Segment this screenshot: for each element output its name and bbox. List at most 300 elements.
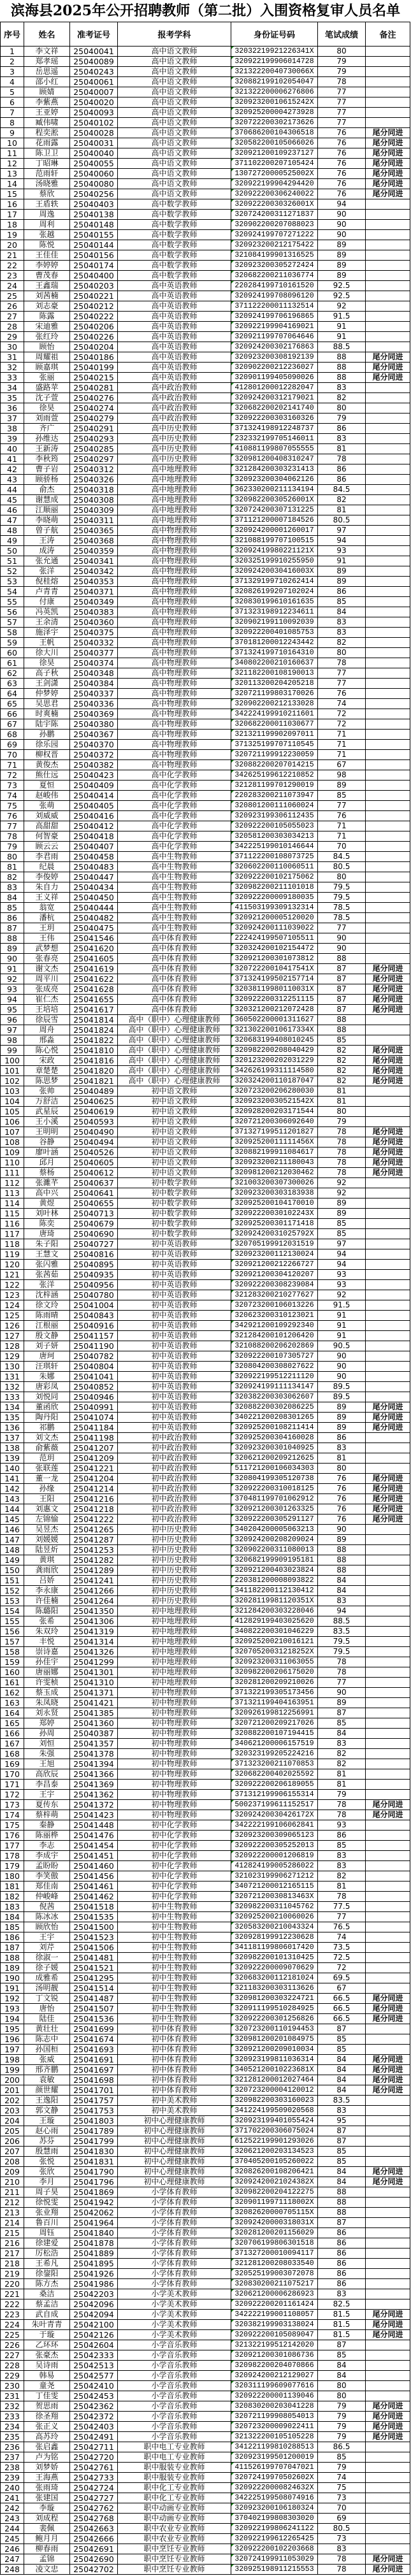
cell-subject: 高中生物教师 <box>118 893 231 903</box>
cell-index: 209 <box>1 2167 24 2177</box>
cell-score: 76 <box>318 689 366 699</box>
cell-index: 84 <box>1 893 24 903</box>
cell-score: 83 <box>318 1596 366 1606</box>
cell-subject: 高中（职中）心理健康教师 <box>118 1066 231 1076</box>
cell-score: 74 <box>318 699 366 709</box>
cell-id-number: 321088199707100515 <box>231 536 318 546</box>
cell-remark <box>366 944 410 954</box>
cell-name: 顾云云 <box>24 842 70 852</box>
cell-name: 秦静 <box>24 1820 70 1831</box>
cell-subject: 初中历史教师 <box>118 1555 231 1565</box>
cell-remark: 尾分同进 <box>366 138 410 148</box>
table-row <box>1 719 410 730</box>
cell-name: 臧伟啸 <box>24 118 70 128</box>
table-row <box>1 515 410 526</box>
cell-name: 陈奕 <box>24 1219 70 1229</box>
table-row <box>1 536 410 546</box>
cell-exam-id: 25041218 <box>70 1504 118 1515</box>
cell-index: 121 <box>1 1270 24 1280</box>
cell-score: 89 <box>318 1413 366 1423</box>
cell-subject: 高中语文教师 <box>118 47 231 57</box>
cell-exam-id: 25040080 <box>70 179 118 189</box>
cell-id-number: 371323198912234611 <box>231 607 318 617</box>
cell-exam-id: 25041295 <box>70 1973 118 1983</box>
cell-score: 88 <box>318 2198 366 2208</box>
cell-exam-id: 25040418 <box>70 831 118 842</box>
cell-name: 徐乐园 <box>24 740 70 750</box>
cell-subject: 小学美术教师 <box>118 2299 231 2310</box>
table-row <box>1 1382 410 1392</box>
cell-name: 王阳 <box>24 1494 70 1504</box>
cell-exam-id: 25040060 <box>70 169 118 179</box>
cell-exam-id: 25041789 <box>70 2126 118 2136</box>
cell-score: 81 <box>318 505 366 515</box>
cell-score: 93 <box>318 546 366 556</box>
cell-score: 98 <box>318 770 366 781</box>
cell-name: 高甜甜 <box>24 821 70 831</box>
cell-subject: 高中物理教师 <box>118 536 231 546</box>
table-row <box>1 791 410 801</box>
cell-subject: 初中地理教师 <box>118 1616 231 1627</box>
cell-score: 95 <box>318 2116 366 2126</box>
cell-id-number: 320382199903138024 <box>231 2320 318 2330</box>
table-row <box>1 1780 410 1790</box>
cell-id-number: 320325199910255950 <box>231 556 318 566</box>
cell-id-number: 320923200303183938 <box>231 1188 318 1198</box>
cell-remark <box>366 617 410 628</box>
cell-exam-id: 25041004 <box>70 1300 118 1311</box>
cell-score: 80 <box>318 1464 366 1474</box>
cell-index: 4 <box>1 77 24 87</box>
cell-remark: 尾分同进 <box>366 1423 410 1433</box>
cell-remark <box>366 536 410 546</box>
cell-remark <box>366 1820 410 1831</box>
cell-name: 王希凡 <box>24 2259 70 2269</box>
cell-index: 168 <box>1 1749 24 1759</box>
cell-exam-id: 25041506 <box>70 1943 118 1953</box>
cell-remark: 尾分同进 <box>366 1158 410 1168</box>
cell-index: 195 <box>1 2024 24 2034</box>
cell-remark <box>366 2493 410 2503</box>
cell-remark: 尾分同进 <box>366 1066 410 1076</box>
cell-index: 137 <box>1 1433 24 1443</box>
cell-score: 87 <box>318 1708 366 1718</box>
cell-id-number: 320602200110060511 <box>231 862 318 872</box>
table-row <box>1 760 410 770</box>
cell-score: 87 <box>318 995 366 1005</box>
cell-score: 82 <box>318 1046 366 1056</box>
table-row <box>1 2116 410 2126</box>
table-row <box>1 1892 410 1902</box>
cell-index: 164 <box>1 1708 24 1718</box>
cell-id-number: 320921200212266727 <box>231 1260 318 1270</box>
table-row <box>1 597 410 607</box>
cell-exam-id: 25040040 <box>70 148 118 159</box>
cell-remark <box>366 1362 410 1372</box>
table-row <box>1 699 410 709</box>
cell-name: 刘文杰 <box>24 1433 70 1443</box>
cell-index: 149 <box>1 1555 24 1565</box>
cell-index: 153 <box>1 1596 24 1606</box>
cell-remark <box>366 47 410 57</box>
cell-exam-id: 25040348 <box>70 668 118 679</box>
cell-id-number: 321003200307300026 <box>231 1178 318 1188</box>
cell-remark <box>366 1922 410 1932</box>
cell-subject: 初中数学教师 <box>118 1178 231 1188</box>
cell-remark <box>366 770 410 781</box>
table-row <box>1 1912 410 1922</box>
cell-id-number: 320922200306240022 <box>231 189 318 199</box>
cell-name: 丰悦 <box>24 1637 70 1647</box>
cell-subject: 初中政治教师 <box>118 1484 231 1494</box>
table-row <box>1 781 410 791</box>
cell-subject: 初中英语教师 <box>118 1372 231 1382</box>
cell-score: 78.5 <box>318 913 366 923</box>
cell-exam-id: 25040311 <box>70 515 118 526</box>
table-row <box>1 1229 410 1239</box>
cell-index: 92 <box>1 974 24 984</box>
cell-id-number: 320982200211101018 <box>231 882 318 893</box>
cell-remark <box>366 2249 410 2259</box>
cell-index: 73 <box>1 781 24 791</box>
cell-subject: 初中生物教师 <box>118 1912 231 1922</box>
cell-remark <box>366 1953 410 1963</box>
cell-id-number: 34052120010223681X <box>231 2065 318 2075</box>
cell-subject: 高中数学教师 <box>118 271 231 281</box>
cell-subject: 高中生物教师 <box>118 862 231 872</box>
cell-name: 吴思君 <box>24 699 70 709</box>
table-row <box>1 1963 410 1973</box>
cell-score: 89.5 <box>318 1382 366 1392</box>
cell-remark <box>366 1861 410 1871</box>
table-row <box>1 1627 410 1637</box>
cell-name: 崔仁杰 <box>24 995 70 1005</box>
cell-remark <box>366 689 410 699</box>
cell-exam-id: 25041207 <box>70 1443 118 1453</box>
cell-remark <box>366 87 410 97</box>
cell-exam-id: 25040089 <box>70 57 118 67</box>
cell-index: 242 <box>1 2503 24 2514</box>
cell-index: 14 <box>1 179 24 189</box>
cell-score: 80.5 <box>318 515 366 526</box>
cell-id-number: 340802200210160637 <box>231 658 318 668</box>
cell-score: 79.5 <box>318 1647 366 1657</box>
cell-score: 84 <box>318 2075 366 2085</box>
cell-score: 78 <box>318 2565 366 2575</box>
cell-exam-id: 25040276 <box>70 393 118 403</box>
cell-remark <box>366 1382 410 1392</box>
cell-subject: 初中物理教师 <box>118 1739 231 1749</box>
cell-name: 郭文静 <box>24 2106 70 2116</box>
cell-remark: 尾分同进 <box>366 2554 410 2565</box>
cell-id-number: 320924200208209024 <box>231 1535 318 1545</box>
cell-name: 时爽楠 <box>24 709 70 719</box>
cell-name: 仲峻峰 <box>24 1892 70 1902</box>
cell-id-number: 32092419980221121X <box>231 546 318 556</box>
table-row <box>1 2075 410 2085</box>
cell-name: 刘志豪 <box>24 301 70 312</box>
cell-exam-id: 25041222 <box>70 1515 118 1525</box>
cell-remark <box>366 913 410 923</box>
cell-name: 朱凤晓 <box>24 1698 70 1708</box>
cell-exam-id: 25040956 <box>70 1280 118 1290</box>
cell-name: 徐子媛 <box>24 1963 70 1973</box>
cell-name: 丁佳雯 <box>24 2391 70 2401</box>
cell-remark <box>366 852 410 862</box>
cell-remark <box>366 271 410 281</box>
table-row <box>1 2463 410 2473</box>
cell-remark <box>366 1178 410 1188</box>
cell-remark <box>366 2483 410 2493</box>
cell-name: 周钰 <box>24 2228 70 2238</box>
table-row <box>1 1035 410 1046</box>
cell-index: 124 <box>1 1300 24 1311</box>
cell-subject: 初中地理教师 <box>118 1657 231 1667</box>
cell-id-number: 320721199908054013 <box>231 2412 318 2422</box>
cell-exam-id: 25041462 <box>70 1892 118 1902</box>
table-row <box>1 1260 410 1270</box>
cell-id-number: 320982200206175020 <box>231 1667 318 1678</box>
candidate-table <box>0 22 410 2575</box>
cell-score: 80 <box>318 1107 366 1117</box>
table-row <box>1 2034 410 2045</box>
cell-subject: 小学体育教师 <box>118 2249 231 2259</box>
table-row <box>1 444 410 454</box>
cell-subject: 小学音乐教师 <box>118 2422 231 2432</box>
cell-index: 185 <box>1 1922 24 1932</box>
cell-exam-id: 25042100 <box>70 2320 118 2330</box>
cell-remark <box>366 2534 410 2544</box>
cell-exam-id: 25041821 <box>70 1076 118 1086</box>
cell-exam-id: 25040377 <box>70 648 118 658</box>
cell-subject: 高中物理教师 <box>118 668 231 679</box>
cell-exam-id: 25041699 <box>70 2024 118 2034</box>
cell-name: 唐怡 <box>24 2004 70 2014</box>
cell-exam-id: 25040155 <box>70 230 118 240</box>
cell-remark <box>366 862 410 872</box>
cell-index: 59 <box>1 638 24 648</box>
cell-exam-id: 25040403 <box>70 199 118 210</box>
cell-score: 79 <box>318 1790 366 1800</box>
cell-subject: 高中体育教师 <box>118 1005 231 1015</box>
table-row <box>1 2534 410 2544</box>
table-row <box>1 1423 410 1433</box>
cell-exam-id: 25041698 <box>70 2075 118 2085</box>
table-row <box>1 984 410 995</box>
cell-subject: 高中生物教师 <box>118 923 231 933</box>
cell-index: 203 <box>1 2106 24 2116</box>
cell-id-number: 320582200105066026 <box>231 138 318 148</box>
table-row <box>1 2422 410 2432</box>
cell-score: 83 <box>318 1851 366 1861</box>
cell-id-number: 320981200408310247 <box>231 454 318 464</box>
cell-exam-id: 25040360 <box>70 617 118 628</box>
cell-id-number: 320923200211180043 <box>231 1158 318 1168</box>
table-row <box>1 831 410 842</box>
cell-remark: 尾分同进 <box>366 2422 410 2432</box>
cell-score: 76 <box>318 138 366 148</box>
table-row <box>1 893 410 903</box>
cell-id-number: 320882200107194415 <box>231 1729 318 1739</box>
cell-id-number: 341181199806017420 <box>231 1943 318 1953</box>
table-row <box>1 373 410 383</box>
cell-index: 205 <box>1 2126 24 2136</box>
cell-subject: 初中心理健康教师 <box>118 2147 231 2157</box>
table-row <box>1 301 410 312</box>
cell-index: 46 <box>1 505 24 515</box>
cell-remark <box>366 811 410 821</box>
cell-score: 83 <box>318 1443 366 1453</box>
cell-index: 243 <box>1 2514 24 2524</box>
table-row <box>1 1749 410 1759</box>
cell-index: 30 <box>1 342 24 352</box>
table-row <box>1 220 410 230</box>
cell-id-number: 320923199401055424 <box>231 2116 318 2126</box>
cell-index: 43 <box>1 475 24 485</box>
table-row <box>1 1494 410 1504</box>
cell-score: 69.5 <box>318 1973 366 1983</box>
cell-index: 172 <box>1 1790 24 1800</box>
cell-name: 李晓萌 <box>24 515 70 526</box>
cell-subject: 初中地理教师 <box>118 1647 231 1657</box>
cell-id-number: 371324199502157714 <box>231 974 318 984</box>
cell-exam-id: 25040946 <box>70 1392 118 1402</box>
cell-score: 91 <box>318 1311 366 1321</box>
cell-id-number: 321281199701290019 <box>231 781 318 791</box>
cell-subject: 小学音乐教师 <box>118 2340 231 2350</box>
cell-exam-id: 25040186 <box>70 352 118 363</box>
cell-index: 191 <box>1 1983 24 1994</box>
cell-subject: 高中（职中）心理健康教师 <box>118 1015 231 1025</box>
cell-id-number: 320921200301086736 <box>231 2350 318 2361</box>
cell-index: 156 <box>1 1627 24 1637</box>
cell-id-number: 371323200211070853 <box>231 1759 318 1769</box>
cell-subject: 初中生物教师 <box>118 1994 231 2004</box>
cell-exam-id: 25041487 <box>70 1994 118 2004</box>
cell-name: 陈方杰 <box>24 2279 70 2289</box>
cell-name: 陈璐阳 <box>24 1606 70 1616</box>
cell-remark: 尾分同进 <box>366 964 410 974</box>
cell-subject: 高中体育教师 <box>118 933 231 944</box>
table-row <box>1 1290 410 1300</box>
cell-remark <box>366 301 410 312</box>
cell-exam-id: 25040727 <box>70 1239 118 1249</box>
table-row <box>1 312 410 322</box>
table-row <box>1 495 410 505</box>
cell-index: 144 <box>1 1504 24 1515</box>
cell-score: 90 <box>318 1351 366 1362</box>
cell-subject: 初中美术教师 <box>118 2096 231 2106</box>
cell-name: 陈雨晴 <box>24 1311 70 1321</box>
cell-score: 71 <box>318 740 366 750</box>
cell-score: 90 <box>318 944 366 954</box>
cell-name: 许佳楠 <box>24 1596 70 1606</box>
cell-index: 33 <box>1 373 24 383</box>
cell-subject: 高中化学教师 <box>118 781 231 791</box>
cell-name: 徐昊 <box>24 658 70 668</box>
cell-subject: 高中语文教师 <box>118 169 231 179</box>
cell-name: 殷慧雨 <box>24 2147 70 2157</box>
cell-score: 81.5 <box>318 2310 366 2320</box>
cell-exam-id: 25041697 <box>70 2065 118 2075</box>
cell-id-number: 32092520011111456X <box>231 1137 318 1148</box>
cell-exam-id: 25040369 <box>70 709 118 719</box>
cell-id-number: 320923199501200019 <box>231 2452 318 2463</box>
cell-id-number: 320901199405090026 <box>231 373 318 383</box>
cell-id-number: 320923200106180324 <box>231 2503 318 2514</box>
cell-index: 82 <box>1 872 24 882</box>
cell-subject: 初中化学教师 <box>118 1851 231 1861</box>
cell-id-number: 32092320030521542X <box>231 1097 318 1107</box>
cell-exam-id: 25040423 <box>70 770 118 781</box>
cell-name: 张闪雅 <box>24 1260 70 1270</box>
cell-score: 76 <box>318 811 366 821</box>
table-row <box>1 1810 410 1820</box>
cell-exam-id: 25040148 <box>70 220 118 230</box>
cell-remark <box>366 332 410 342</box>
cell-name: 李秋筠 <box>24 454 70 464</box>
cell-subject: 职中农业专业教师 <box>118 2534 231 2544</box>
table-row <box>1 1698 410 1708</box>
cell-index: 64 <box>1 689 24 699</box>
cell-remark <box>366 1117 410 1127</box>
cell-subject: 初中数学教师 <box>118 1229 231 1239</box>
cell-exam-id: 25040028 <box>70 128 118 138</box>
cell-score: 79.5 <box>318 882 366 893</box>
cell-index: 187 <box>1 1943 24 1953</box>
cell-exam-id: 25041350 <box>70 1606 118 1616</box>
table-row <box>1 1983 410 1994</box>
cell-id-number: 320882199911084617 <box>231 1148 318 1158</box>
cell-subject: 初中历史教师 <box>118 1535 231 1545</box>
cell-subject: 初中体育教师 <box>118 2085 231 2096</box>
cell-id-number: 320724200311271837 <box>231 210 318 220</box>
cell-exam-id: 25040274 <box>70 403 118 414</box>
cell-index: 89 <box>1 944 24 954</box>
cell-id-number: 32132220040730066X <box>231 67 318 77</box>
cell-subject: 小学音乐教师 <box>118 2350 231 2361</box>
header-remark: 备注 <box>366 22 410 47</box>
table-row <box>1 1616 410 1627</box>
cell-name: 李俊婷 <box>24 872 70 882</box>
cell-remark <box>366 903 410 913</box>
cell-index: 154 <box>1 1606 24 1616</box>
cell-id-number: 371122200011132514 <box>231 301 318 312</box>
table-row <box>1 1453 410 1464</box>
cell-exam-id: 25041619 <box>70 964 118 974</box>
cell-name: 徐鋆阳 <box>24 2269 70 2279</box>
cell-score: 90 <box>318 220 366 230</box>
cell-score: 85 <box>318 2350 366 2361</box>
cell-exam-id: 25041889 <box>70 2249 118 2259</box>
cell-exam-id: 25041314 <box>70 1637 118 1647</box>
cell-exam-id: 25041282 <box>70 1555 118 1565</box>
cell-exam-id: 25040895 <box>70 1260 118 1270</box>
cell-subject: 初中地理教师 <box>118 1667 231 1678</box>
table-row <box>1 1586 410 1596</box>
cell-id-number: 342225199508074916 <box>231 2493 318 2503</box>
cell-score: 81 <box>318 444 366 454</box>
cell-subject: 高中生物教师 <box>118 852 231 862</box>
cell-remark <box>366 954 410 964</box>
cell-index: 233 <box>1 2412 24 2422</box>
cell-exam-id: 25042062 <box>70 2208 118 2218</box>
cell-exam-id: 25040713 <box>70 1209 118 1219</box>
cell-score: 92 <box>318 1290 366 1300</box>
cell-score: 77 <box>318 668 366 679</box>
cell-score: 90 <box>318 933 366 944</box>
cell-name: 王伟 <box>24 933 70 944</box>
